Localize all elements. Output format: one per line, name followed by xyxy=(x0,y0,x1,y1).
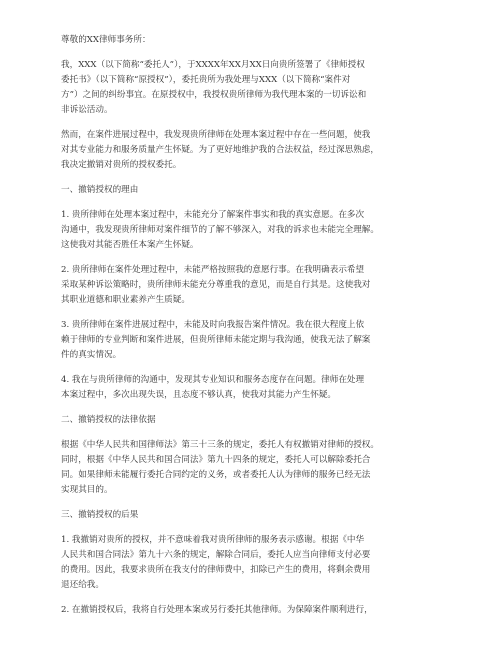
legal-basis-line: 实现其目的。 xyxy=(61,485,113,495)
consequence-line: 2. 在撤销授权后，我将自行处理本案或另行委托其他律师。为保障案件顺利进行， xyxy=(61,605,373,615)
legal-basis-line: 根据《中华人民共和国律师法》第三十三条的规定，委托人有权撤销对律师的授权。 xyxy=(61,440,379,450)
reason-line: 2. 贵所律师在案件处理过程中，未能严格按照我的意愿行事。在我明确表示希望 xyxy=(61,265,365,275)
reason-item-1 xyxy=(61,208,458,253)
reason-line: 4. 我在与贵所律师的沟通中，发现其专业知识和服务态度存在问题。律师在处理 xyxy=(61,375,365,385)
section-heading-consequences: 三、撤销授权的后果 xyxy=(61,510,139,520)
consequence-line: 的费用。因此，我要求贵所在我支付的律师费中，扣除已产生的费用，将剩余费用 xyxy=(61,565,371,575)
section-heading-reasons: 一、撤销授权的理由 xyxy=(61,185,139,195)
reason-line: 其职业道德和职业素养产生质疑。 xyxy=(61,295,190,305)
intro-line: 我，XXX（以下简称“委托人”），于XXXX年XX月XX日向贵所签署了《律师授权 xyxy=(61,60,365,70)
context-paragraph xyxy=(61,128,458,173)
legal-basis-line: 同。如果律师未能履行委托合同约定的义务，或者委托人认为律师的服务已经无法 xyxy=(61,470,371,480)
reason-line: 采取某种诉讼策略时，贵所律师未能充分尊重我的意见，而是自行其是。这使我对 xyxy=(61,280,371,290)
consequence-line: 退还给我。 xyxy=(61,580,104,590)
section-heading-legal-basis: 二、撤销授权的法律依据 xyxy=(61,415,156,425)
intro-line: 方”）之间的纠纷事宜。在原授权中，我授权贵所律师为我代理本案的一切诉讼和 xyxy=(61,90,367,100)
consequence-line: 人民共和国合同法》第九十六条的规定，解除合同后，委托人应当向律师支付必要 xyxy=(61,550,371,560)
salutation: 尊敬的XX律师事务所： xyxy=(61,35,151,45)
reason-line: 赖于律师的专业判断和案件进展，但贵所律师未能定期与我沟通，使我无法了解案 xyxy=(61,335,371,345)
context-line: 然而，在案件进展过程中，我发现贵所律师在处理本案过程中存在一些问题，使我 xyxy=(61,130,371,140)
legal-basis-line: 同时，根据《中华人民共和国合同法》第九十四条的规定，委托人可以解除委托合 xyxy=(61,455,371,465)
legal-basis-paragraph xyxy=(61,438,458,498)
reason-line: 3. 贵所律师在案件进展过程中，未能及时向我报告案件情况。我在很大程度上依 xyxy=(61,320,365,330)
intro-paragraph xyxy=(61,58,458,118)
reason-item-4 xyxy=(61,373,458,403)
reason-line: 1. 贵所律师在处理本案过程中，未能充分了解案件事实和我的真实意愿。在多次 xyxy=(61,210,365,220)
context-line: 对其专业能力和服务质量产生怀疑。为了更好地维护我的合法权益，经过深思熟虑， xyxy=(61,145,379,155)
intro-line: 委托书》（以下简称“原授权”），委托贵所为我处理与XXX（以下简称“案件对 xyxy=(61,75,351,85)
reason-line: 件的真实情况。 xyxy=(61,350,122,360)
context-line: 我决定撤销对贵所的授权委托。 xyxy=(61,160,182,170)
intro-line: 非诉讼活动。 xyxy=(61,105,113,115)
consequence-line: 1. 我撤销对贵所的授权，并不意味着我对贵所律师的服务表示感谢。根据《中华 xyxy=(61,535,365,545)
reason-line: 这使我对其能否胜任本案产生怀疑。 xyxy=(61,240,199,250)
reason-line: 沟通中，我发现贵所律师对案件细节的了解不够深入，对我的诉求也未能完全理解。 xyxy=(61,225,379,235)
consequence-item-1 xyxy=(61,533,458,593)
consequence-item-2 xyxy=(61,603,458,618)
reason-line: 本案过程中，多次出现失误，且态度不够认真，使我对其能力产生怀疑。 xyxy=(61,390,337,400)
reason-item-2 xyxy=(61,263,458,308)
reason-item-3 xyxy=(61,318,458,363)
